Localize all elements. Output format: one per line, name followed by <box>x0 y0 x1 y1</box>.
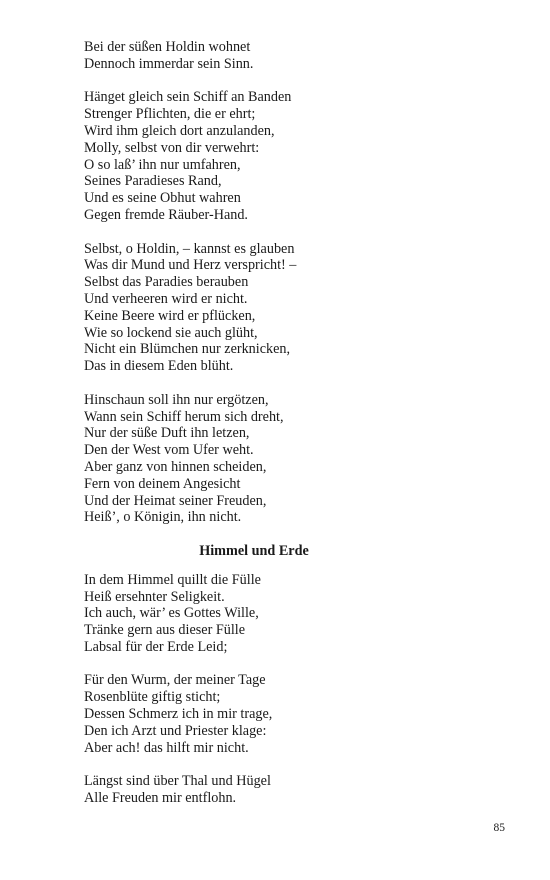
verse-line: Für den Wurm, der meiner Tage <box>84 672 266 689</box>
verse-line: O so laß’ ihn nur umfahren, <box>84 156 241 173</box>
verse-line: Fern von deinem Angesicht <box>84 475 241 492</box>
verse-line: Selbst das Paradies berauben <box>84 274 249 291</box>
verse-line: Gegen fremde Räuber-Hand. <box>84 206 248 223</box>
verse-line: Heiß’, o Königin, ihn nicht. <box>84 509 242 526</box>
verse-line: Dessen Schmerz ich in mir trage, <box>84 706 273 723</box>
verse-line: Und der Heimat seiner Freuden, <box>84 492 267 509</box>
verse-line: Alle Freuden mir entflohn. <box>84 790 237 807</box>
verse-line: Molly, selbst von dir verwehrt: <box>84 139 260 156</box>
verse-line: Selbst, o Holdin, – kannst es glauben <box>84 240 295 257</box>
verse-line: Strenger Pflichten, die er ehrt; <box>84 106 256 123</box>
verse-line: Nicht ein Blümchen nur zerknicken, <box>84 341 291 358</box>
verse-line: Was dir Mund und Herz verspricht! – <box>84 257 297 274</box>
verse-line: Ich auch, wär’ es Gottes Wille, <box>84 605 259 622</box>
stanza <box>84 89 504 223</box>
verse-line: Den ich Arzt und Priester klage: <box>84 722 267 739</box>
stanza <box>84 672 504 756</box>
stanza <box>84 241 504 375</box>
verse-line: Dennoch immerdar sein Sinn. <box>84 55 254 72</box>
stanza <box>84 392 504 526</box>
verse-line: Bei der süßen Holdin wohnet <box>84 39 251 55</box>
verse-line: Rosenblüte giftig sticht; <box>84 689 221 706</box>
verse-line: Hänget gleich sein Schiff an Banden <box>84 89 292 106</box>
verse-line: Aber ach! das hilft mir nicht. <box>84 739 249 756</box>
verse-line: Wie so lockend sie auch glüht, <box>84 324 258 341</box>
poem-title: Himmel und Erde <box>199 542 309 559</box>
verse-line: Seines Paradieses Rand, <box>84 173 222 190</box>
page-body <box>84 39 504 824</box>
verse-line: Das in diesem Eden blüht. <box>84 358 234 375</box>
verse-line: Tränke gern aus dieser Fülle <box>84 622 246 639</box>
verse-line: Keine Beere wird er pflücken, <box>84 307 256 324</box>
stanza <box>84 39 504 73</box>
verse-line: Aber ganz von hinnen scheiden, <box>84 458 267 475</box>
verse-line: Heiß ersehnter Seligkeit. <box>84 588 225 605</box>
page-number: 85 <box>493 822 505 834</box>
stanza <box>84 773 504 807</box>
verse-line: Wann sein Schiff herum sich dreht, <box>84 408 284 425</box>
verse-line: In dem Himmel quillt die Fülle <box>84 571 261 588</box>
verse-line: Und es seine Obhut wahren <box>84 190 241 207</box>
verse-line: Hinschaun soll ihn nur ergötzen, <box>84 391 269 408</box>
verse-line: Längst sind über Thal und Hügel <box>84 773 271 790</box>
verse-line: Nur der süße Duft ihn letzen, <box>84 425 250 442</box>
verse-line: Und verheeren wird er nicht. <box>84 290 248 307</box>
verse-line: Wird ihm gleich dort anzulanden, <box>84 122 275 139</box>
verse-line: Labsal für der Erde Leid; <box>84 638 228 655</box>
verse-line: Den der West vom Ufer weht. <box>84 442 254 459</box>
stanza <box>84 572 504 656</box>
